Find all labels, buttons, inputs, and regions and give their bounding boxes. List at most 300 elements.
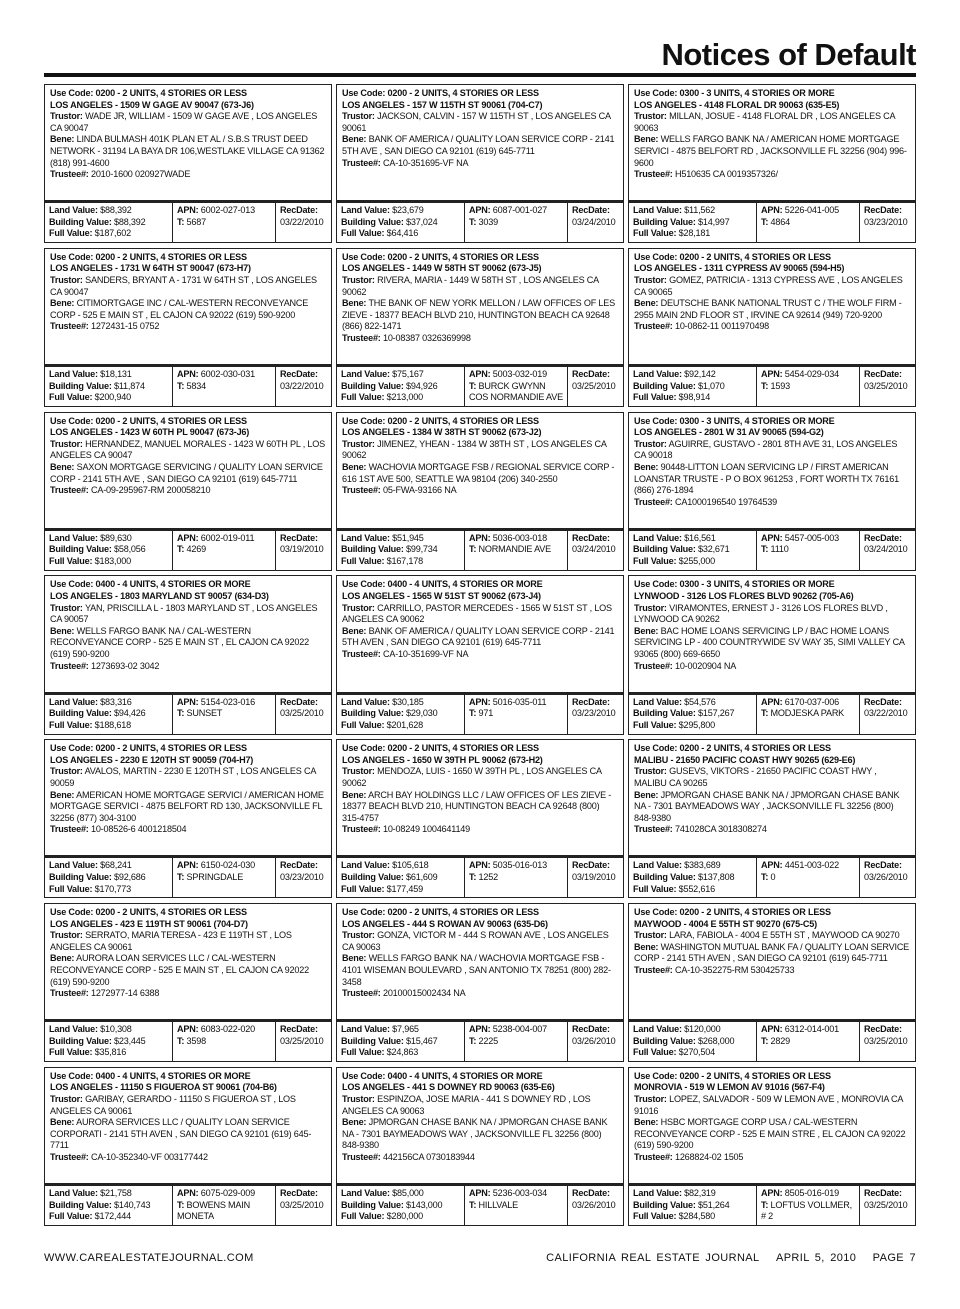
apn-cell — [756, 695, 859, 734]
t-label: T: — [177, 380, 185, 391]
trustor-line — [50, 930, 326, 953]
building-label: Building Value: — [633, 1199, 696, 1210]
t-line — [469, 872, 563, 884]
bene-label: Bene: — [634, 461, 659, 472]
apn-label: APN: — [177, 205, 199, 216]
valuation-table — [44, 1185, 332, 1226]
building-value: $140,743 — [114, 1199, 151, 1210]
full-label: Full Value: — [633, 556, 677, 567]
use-code: Use Code: 0400 - 4 UNITS, 4 STORIES OR MORE — [50, 1070, 251, 1081]
apn-cell — [464, 858, 567, 897]
bene-value: 90448-LITTON LOAN SERVICING LP / FIRST AMERICAN LOANSTAR TRUSTE - P O BOX 961253 , FORT WORTH TX 76161 (866) 276-1894 — [634, 461, 899, 496]
notice-card — [336, 1067, 624, 1226]
full-label: Full Value: — [341, 719, 385, 730]
building-value: $32,671 — [698, 544, 730, 555]
recdate-value: 03/19/2010 — [572, 872, 616, 883]
property-address: LYNWOOD - 3126 LOS FLORES BLVD 90262 (705-A6) — [634, 590, 854, 601]
t-line — [177, 381, 271, 393]
bene-value: THE BANK OF NEW YORK MELLON / LAW OFFICES OF LES ZIEVE - 18377 BEACH BLVD 210, HUNTINGTON BEACH CA 92648 (866) 822-1471 — [342, 298, 616, 332]
building-label: Building Value: — [341, 872, 404, 883]
building-label: Building Value: — [633, 544, 696, 555]
apn-value: 5236-003-034 — [492, 1188, 547, 1199]
bene-line — [50, 790, 326, 825]
notice-card — [628, 903, 916, 1062]
building-value: $23,445 — [114, 1035, 146, 1046]
trustee-label: Trustee#: — [50, 660, 89, 671]
recdate-cell — [859, 531, 915, 570]
value-cell — [629, 203, 756, 242]
trustor-value: JACKSON, CALVIN - 157 W 115TH ST , LOS ANGELES CA 90061 — [342, 111, 611, 133]
trustor-line — [634, 111, 910, 134]
full-value: $172,444 — [94, 1211, 131, 1222]
recdate-cell — [275, 367, 331, 406]
building-value: $94,426 — [114, 708, 146, 719]
building-label: Building Value: — [49, 1199, 112, 1210]
property-address: LOS ANGELES - 1803 MARYLAND ST 90057 (634-D3) — [50, 590, 269, 601]
bene-line — [50, 298, 326, 321]
notice-details — [336, 412, 624, 530]
property-address: LOS ANGELES - 157 W 115TH ST 90061 (704-C7) — [342, 99, 543, 110]
recdate-value: 03/25/2010 — [280, 1035, 324, 1046]
full-label: Full Value: — [633, 228, 677, 239]
valuation-table — [628, 694, 916, 735]
building-value: $143,000 — [406, 1199, 443, 1210]
t-label: T: — [761, 1199, 769, 1210]
notice-details — [628, 575, 916, 693]
valuation-table — [336, 530, 624, 571]
full-label: Full Value: — [49, 228, 93, 239]
recdate-cell — [275, 203, 331, 242]
trustor-label: Trustor: — [634, 602, 667, 613]
recdate-cell — [275, 1186, 331, 1225]
full-label: Full Value: — [341, 883, 385, 894]
bene-label: Bene: — [342, 461, 367, 472]
apn-label: APN: — [177, 1024, 199, 1035]
property-address: LOS ANGELES - 1423 W 60TH PL 90047 (673-J6) — [50, 427, 250, 438]
apn-cell — [172, 367, 275, 406]
value-cell — [45, 1022, 172, 1061]
recdate-cell — [567, 858, 623, 897]
bene-label: Bene: — [342, 298, 367, 309]
trustee-label: Trustee#: — [342, 648, 381, 659]
apn-label: APN: — [761, 1024, 783, 1035]
property-address: LOS ANGELES - 1565 W 51ST ST 90062 (673-J4) — [342, 590, 541, 601]
property-address: LOS ANGELES - 444 S ROWAN AV 90063 (635-D6) — [342, 918, 548, 929]
value-cell — [45, 203, 172, 242]
use-code: Use Code: 0200 - 2 UNITS, 4 STORIES OR LESS — [634, 906, 831, 917]
trustor-line — [342, 930, 618, 953]
recdate-cell — [567, 1186, 623, 1225]
trustor-label: Trustor: — [342, 766, 375, 777]
trustor-line — [50, 1094, 326, 1117]
building-value: $88,392 — [114, 216, 146, 227]
value-cell — [337, 203, 464, 242]
apn-value: 8505-016-019 — [784, 1188, 839, 1199]
full-value: $200,940 — [94, 392, 131, 403]
t-line — [469, 1200, 563, 1212]
page-footer — [44, 1250, 916, 1266]
land-label: Land Value: — [49, 1024, 98, 1035]
full-label: Full Value: — [633, 1047, 677, 1058]
apn-label: APN: — [761, 532, 783, 543]
notice-card — [336, 84, 624, 243]
notice-details — [336, 739, 624, 857]
trustee-label: Trustee#: — [342, 485, 381, 496]
building-label: Building Value: — [341, 1035, 404, 1046]
recdate-label: RecDate: — [864, 369, 902, 380]
trustee-line — [50, 824, 326, 836]
notice-details — [628, 739, 916, 857]
t-label: T: — [761, 544, 769, 555]
notice-details — [44, 84, 332, 202]
apn-value: 5036-003-018 — [492, 532, 547, 543]
apn-label: APN: — [469, 532, 491, 543]
apn-value: 6312-014-001 — [784, 1024, 839, 1035]
apn-value: 6002-027-013 — [200, 205, 255, 216]
building-value: $11,874 — [114, 380, 145, 391]
apn-label: APN: — [761, 860, 783, 871]
notice-card — [44, 903, 332, 1062]
trustee-value: 10-0862-11 0011970498 — [674, 321, 770, 332]
notice-card — [628, 1067, 916, 1226]
trustor-value: MILLAN, JOSUE - 4148 FLORAL DR , LOS ANGELES CA 90063 — [634, 111, 895, 133]
recdate-value: 03/25/2010 — [864, 380, 908, 391]
building-label: Building Value: — [49, 380, 112, 391]
t-line — [761, 708, 855, 720]
recdate-cell — [567, 203, 623, 242]
t-label: T: — [469, 708, 477, 719]
recdate-label: RecDate: — [572, 696, 610, 707]
t-label: T: — [469, 216, 477, 227]
apn-value: 6087-001-027 — [492, 205, 547, 216]
full-label: Full Value: — [49, 1047, 93, 1058]
full-value: $280,000 — [386, 1211, 423, 1222]
use-code: Use Code: 0200 - 2 UNITS, 4 STORIES OR LESS — [342, 88, 539, 98]
building-label: Building Value: — [633, 708, 696, 719]
recdate-value: 03/26/2010 — [864, 872, 908, 883]
trustee-line — [342, 485, 618, 497]
land-value: $11,562 — [684, 205, 715, 216]
land-label: Land Value: — [49, 860, 98, 871]
trustor-label: Trustor: — [634, 1093, 667, 1104]
apn-cell — [172, 203, 275, 242]
apn-value: 6170-037-006 — [784, 696, 839, 707]
t-label: T: — [177, 216, 185, 227]
t-line — [469, 1036, 563, 1048]
trustor-line — [634, 439, 910, 462]
property-address: LOS ANGELES - 1449 W 58TH ST 90062 (673-J5) — [342, 263, 542, 274]
building-value: $1,070 — [698, 380, 725, 391]
land-value: $18,131 — [100, 369, 132, 380]
trustee-line — [50, 321, 326, 333]
trustor-value: RIVERA, MARIA - 1449 W 58TH ST , LOS ANGELES CA 90062 — [342, 274, 599, 297]
trustee-label: Trustee#: — [634, 1151, 673, 1162]
t-value: 5834 — [186, 380, 206, 391]
recdate-label: RecDate: — [572, 1024, 610, 1035]
notice-card — [336, 739, 624, 898]
full-label: Full Value: — [633, 392, 677, 403]
notice-details — [336, 248, 624, 366]
bene-line — [342, 626, 618, 649]
valuation-table — [44, 694, 332, 735]
use-code: Use Code: 0200 - 2 UNITS, 4 STORIES OR LESS — [342, 743, 539, 754]
land-label: Land Value: — [341, 369, 390, 380]
trustor-label: Trustor: — [50, 1093, 83, 1104]
recdate-value: 03/22/2010 — [864, 708, 908, 719]
land-label: Land Value: — [49, 696, 98, 707]
bene-value: BANK OF AMERICA / QUALITY LOAN SERVICE CORP - 2141 5TH AVEN , SAN DIEGO CA 92101 (619) 645-7711 — [342, 625, 615, 648]
building-value: $99,734 — [406, 544, 438, 555]
t-label: T: — [761, 380, 769, 391]
bene-value: BANK OF AMERICA / QUALITY LOAN SERVICE CORP - 2141 5TH AVE , SAN DIEGO CA 92101 (619) 645-7711 — [342, 134, 615, 156]
valuation-table — [628, 530, 916, 571]
t-line — [177, 708, 271, 720]
recdate-label: RecDate: — [864, 1188, 902, 1199]
property-address: LOS ANGELES - 1311 CYPRESS AV 90065 (594-H5) — [634, 263, 845, 274]
apn-value: 5016-035-011 — [492, 696, 547, 707]
recdate-cell — [567, 367, 623, 406]
trustor-value: AVALOS, MARTIN - 2230 E 120TH ST , LOS ANGELES CA 90059 — [50, 766, 316, 788]
building-label: Building Value: — [49, 708, 112, 719]
apn-label: APN: — [469, 369, 491, 380]
recdate-value: 03/24/2010 — [864, 544, 908, 555]
land-label: Land Value: — [633, 1188, 682, 1199]
t-label: T: — [469, 1035, 477, 1046]
notice-details — [44, 248, 332, 366]
building-value: $29,030 — [406, 708, 438, 719]
full-value: $552,616 — [678, 883, 715, 894]
full-label: Full Value: — [49, 392, 93, 403]
recdate-label: RecDate: — [864, 205, 902, 216]
land-label: Land Value: — [633, 205, 682, 216]
land-value: $51,945 — [392, 532, 424, 543]
recdate-value: 03/25/2010 — [280, 708, 324, 719]
apn-cell — [756, 367, 859, 406]
full-value: $188,618 — [94, 719, 131, 730]
land-value: $85,000 — [392, 1188, 424, 1199]
bene-value: CITIMORTGAGE INC / CAL-WESTERN RECONVEYANCE CORP - 525 E MAIN ST , EL CAJON CA 92022 (619) 590-9200 — [50, 298, 309, 320]
bene-value: ARCH BAY HOLDINGS LLC / LAW OFFICES OF LES ZIEVE - 18377 BEACH BLVD 210, HUNTINGTON BEACH CA 92648 (800) 315-4757 — [342, 789, 612, 823]
recdate-value: 03/23/2010 — [572, 708, 616, 719]
land-value: $30,185 — [392, 696, 424, 707]
trustee-value: CA-09-295967-RM 200058210 — [90, 485, 211, 496]
apn-value: 6002-019-011 — [200, 532, 255, 543]
property-address: MAYWOOD - 4004 E 55TH ST 90270 (675-C5) — [634, 918, 817, 929]
trustee-label: Trustee#: — [634, 824, 673, 835]
apn-value: 5457-005-003 — [784, 532, 839, 543]
t-line — [469, 708, 563, 720]
bene-line — [50, 626, 326, 661]
recdate-value: 03/25/2010 — [280, 1199, 324, 1210]
land-label: Land Value: — [633, 696, 682, 707]
trustee-line — [634, 824, 910, 836]
trustor-line — [634, 603, 910, 626]
building-label: Building Value: — [49, 1035, 112, 1046]
trustor-label: Trustor: — [634, 766, 667, 777]
property-address: LOS ANGELES - 2801 W 31 AV 90065 (594-G2) — [634, 427, 824, 438]
full-value: $167,178 — [386, 556, 423, 567]
recdate-value: 03/24/2010 — [572, 544, 616, 555]
trustor-label: Trustor: — [342, 111, 375, 122]
use-code: Use Code: 0200 - 2 UNITS, 4 STORIES OR LESS — [50, 251, 247, 262]
notice-card — [628, 84, 916, 243]
recdate-value: 03/23/2010 — [280, 872, 324, 883]
notice-details — [336, 575, 624, 693]
bene-line — [634, 1117, 910, 1152]
t-value: 1252 — [478, 872, 498, 883]
trustee-label: Trustee#: — [50, 321, 89, 332]
recdate-label: RecDate: — [280, 205, 318, 216]
use-code: Use Code: 0200 - 2 UNITS, 4 STORIES OR LESS — [342, 251, 539, 262]
apn-cell — [756, 1022, 859, 1061]
trustor-label: Trustor: — [50, 111, 83, 122]
apn-value: 5035-016-013 — [492, 860, 547, 871]
trustor-label: Trustor: — [342, 438, 375, 449]
property-address: LOS ANGELES - 1650 W 39TH PL 90062 (673-H2) — [342, 754, 543, 765]
footer-website: WWW.CAREALESTATEJOURNAL.COM — [44, 1252, 254, 1264]
bene-line — [50, 462, 326, 485]
land-label: Land Value: — [49, 369, 98, 380]
notice-details — [628, 903, 916, 1021]
land-label: Land Value: — [633, 1024, 682, 1035]
full-label: Full Value: — [49, 883, 93, 894]
trustee-label: Trustee#: — [342, 824, 381, 835]
trustee-value: 741028CA 3018308274 — [674, 824, 767, 835]
land-value: $89,630 — [100, 532, 132, 543]
trustor-value: CARRILLO, PASTOR MERCEDES - 1565 W 51ST ST , LOS ANGELES CA 90062 — [342, 602, 612, 625]
apn-cell — [756, 858, 859, 897]
building-value: $37,024 — [406, 216, 438, 227]
apn-label: APN: — [469, 860, 491, 871]
land-label: Land Value: — [341, 1188, 390, 1199]
valuation-table — [336, 857, 624, 898]
t-value: 4269 — [186, 544, 206, 555]
t-label: T: — [469, 872, 477, 883]
trustee-value: 10-08526-6 4001218504 — [90, 824, 187, 835]
bene-line — [634, 942, 910, 965]
valuation-table — [44, 366, 332, 407]
land-label: Land Value: — [341, 860, 390, 871]
apn-label: APN: — [761, 205, 783, 216]
trustor-value: SANDERS, BRYANT A - 1731 W 64TH ST , LOS ANGELES CA 90047 — [50, 274, 317, 297]
trustor-label: Trustor: — [342, 602, 375, 613]
value-cell — [45, 367, 172, 406]
t-value: 5687 — [186, 216, 206, 227]
valuation-table — [336, 202, 624, 243]
value-cell — [45, 1186, 172, 1225]
t-label: T: — [469, 1199, 477, 1210]
t-value: 3039 — [478, 216, 498, 227]
bene-value: JPMORGAN CHASE BANK NA / JPMORGAN CHASE BANK NA - 7301 BAYMEADOWS WAY , JACKSONVILLE FL 32256 (800) 848-9380 — [342, 1117, 608, 1151]
recdate-label: RecDate: — [280, 1024, 318, 1035]
trustee-line — [50, 169, 326, 181]
trustor-label: Trustor: — [342, 930, 375, 941]
t-value: HILLVALE — [478, 1199, 519, 1210]
notice-details — [44, 903, 332, 1021]
recdate-value: 03/25/2010 — [864, 1035, 908, 1046]
trustee-line — [342, 649, 618, 661]
trustee-line — [342, 158, 618, 170]
recdate-cell — [859, 695, 915, 734]
full-label: Full Value: — [341, 228, 385, 239]
trustee-value: CA-10-352275-RM 530425733 — [674, 964, 795, 975]
bene-label: Bene: — [342, 134, 367, 145]
valuation-table — [628, 366, 916, 407]
t-value: BURCK GWYNN COS NORMANDIE AVE — [469, 380, 563, 403]
value-cell — [337, 695, 464, 734]
t-label: T: — [761, 216, 769, 227]
t-label: T: — [177, 544, 185, 555]
t-line — [177, 1200, 271, 1223]
apn-label: APN: — [761, 696, 783, 707]
full-value: $201,628 — [386, 719, 423, 730]
land-label: Land Value: — [341, 205, 390, 216]
recdate-label: RecDate: — [572, 532, 610, 543]
recdate-cell — [275, 695, 331, 734]
recdate-label: RecDate: — [280, 860, 318, 871]
building-label: Building Value: — [49, 872, 112, 883]
recdate-label: RecDate: — [572, 860, 610, 871]
t-value: NORMANDIE AVE — [478, 544, 552, 555]
trustor-value: HERNANDEZ, MANUEL MORALES - 1423 W 60TH PL , LOS ANGELES CA 90047 — [50, 438, 325, 461]
apn-label: APN: — [761, 369, 783, 380]
t-value: 2225 — [478, 1035, 498, 1046]
recdate-cell — [275, 1022, 331, 1061]
building-label: Building Value: — [341, 708, 404, 719]
recdate-value: 03/19/2010 — [280, 544, 324, 555]
use-code: Use Code: 0200 - 2 UNITS, 4 STORIES OR LESS — [342, 906, 539, 917]
recdate-label: RecDate: — [280, 696, 318, 707]
notice-details — [628, 412, 916, 530]
building-label: Building Value: — [633, 380, 696, 391]
recdate-label: RecDate: — [572, 1188, 610, 1199]
bene-line — [342, 462, 618, 485]
bene-line — [634, 462, 910, 497]
recdate-value: 03/24/2010 — [572, 216, 616, 227]
trustee-value: 10-0020904 NA — [674, 660, 737, 671]
recdate-label: RecDate: — [864, 1024, 902, 1035]
value-cell — [629, 1186, 756, 1225]
bene-value: WACHOVIA MORTGAGE FSB / REGIONAL SERVICE CORP - 616 1ST AVE 500, SEATTLE WA 98104 (206) 340-2550 — [342, 461, 615, 484]
recdate-label: RecDate: — [280, 1188, 318, 1199]
trustor-line — [50, 275, 326, 298]
apn-label: APN: — [469, 1188, 491, 1199]
recdate-value: 03/23/2010 — [864, 216, 908, 227]
t-label: T: — [469, 380, 477, 391]
bene-value: AURORA LOAN SERVICES LLC / CAL-WESTERN RECONVEYANCE CORP - 525 E MAIN ST , EL CAJON CA 92022 (619) 590-9200 — [50, 953, 309, 987]
valuation-table — [44, 1021, 332, 1062]
trustor-line — [342, 439, 618, 462]
land-value: $21,758 — [100, 1188, 132, 1199]
land-value: $7,965 — [392, 1024, 419, 1035]
apn-label: APN: — [761, 1188, 783, 1199]
trustor-label: Trustor: — [342, 1093, 375, 1104]
trustee-label: Trustee#: — [50, 169, 89, 180]
t-label: T: — [177, 1035, 185, 1046]
t-value: 1593 — [770, 380, 790, 391]
t-label: T: — [761, 1035, 769, 1046]
recdate-label: RecDate: — [864, 696, 902, 707]
use-code: Use Code: 0200 - 2 UNITS, 4 STORIES OR LESS — [634, 743, 831, 754]
notice-card — [336, 903, 624, 1062]
bene-line — [342, 790, 618, 825]
property-address: LOS ANGELES - 1509 W GAGE AV 90047 (673-J6) — [50, 99, 254, 110]
use-code: Use Code: 0300 - 3 UNITS, 4 STORIES OR MORE — [634, 88, 835, 98]
value-cell — [337, 367, 464, 406]
recdate-label: RecDate: — [572, 205, 610, 216]
trustee-value: H510635 CA 0019357326/ — [674, 169, 778, 180]
t-label: T: — [761, 872, 769, 883]
